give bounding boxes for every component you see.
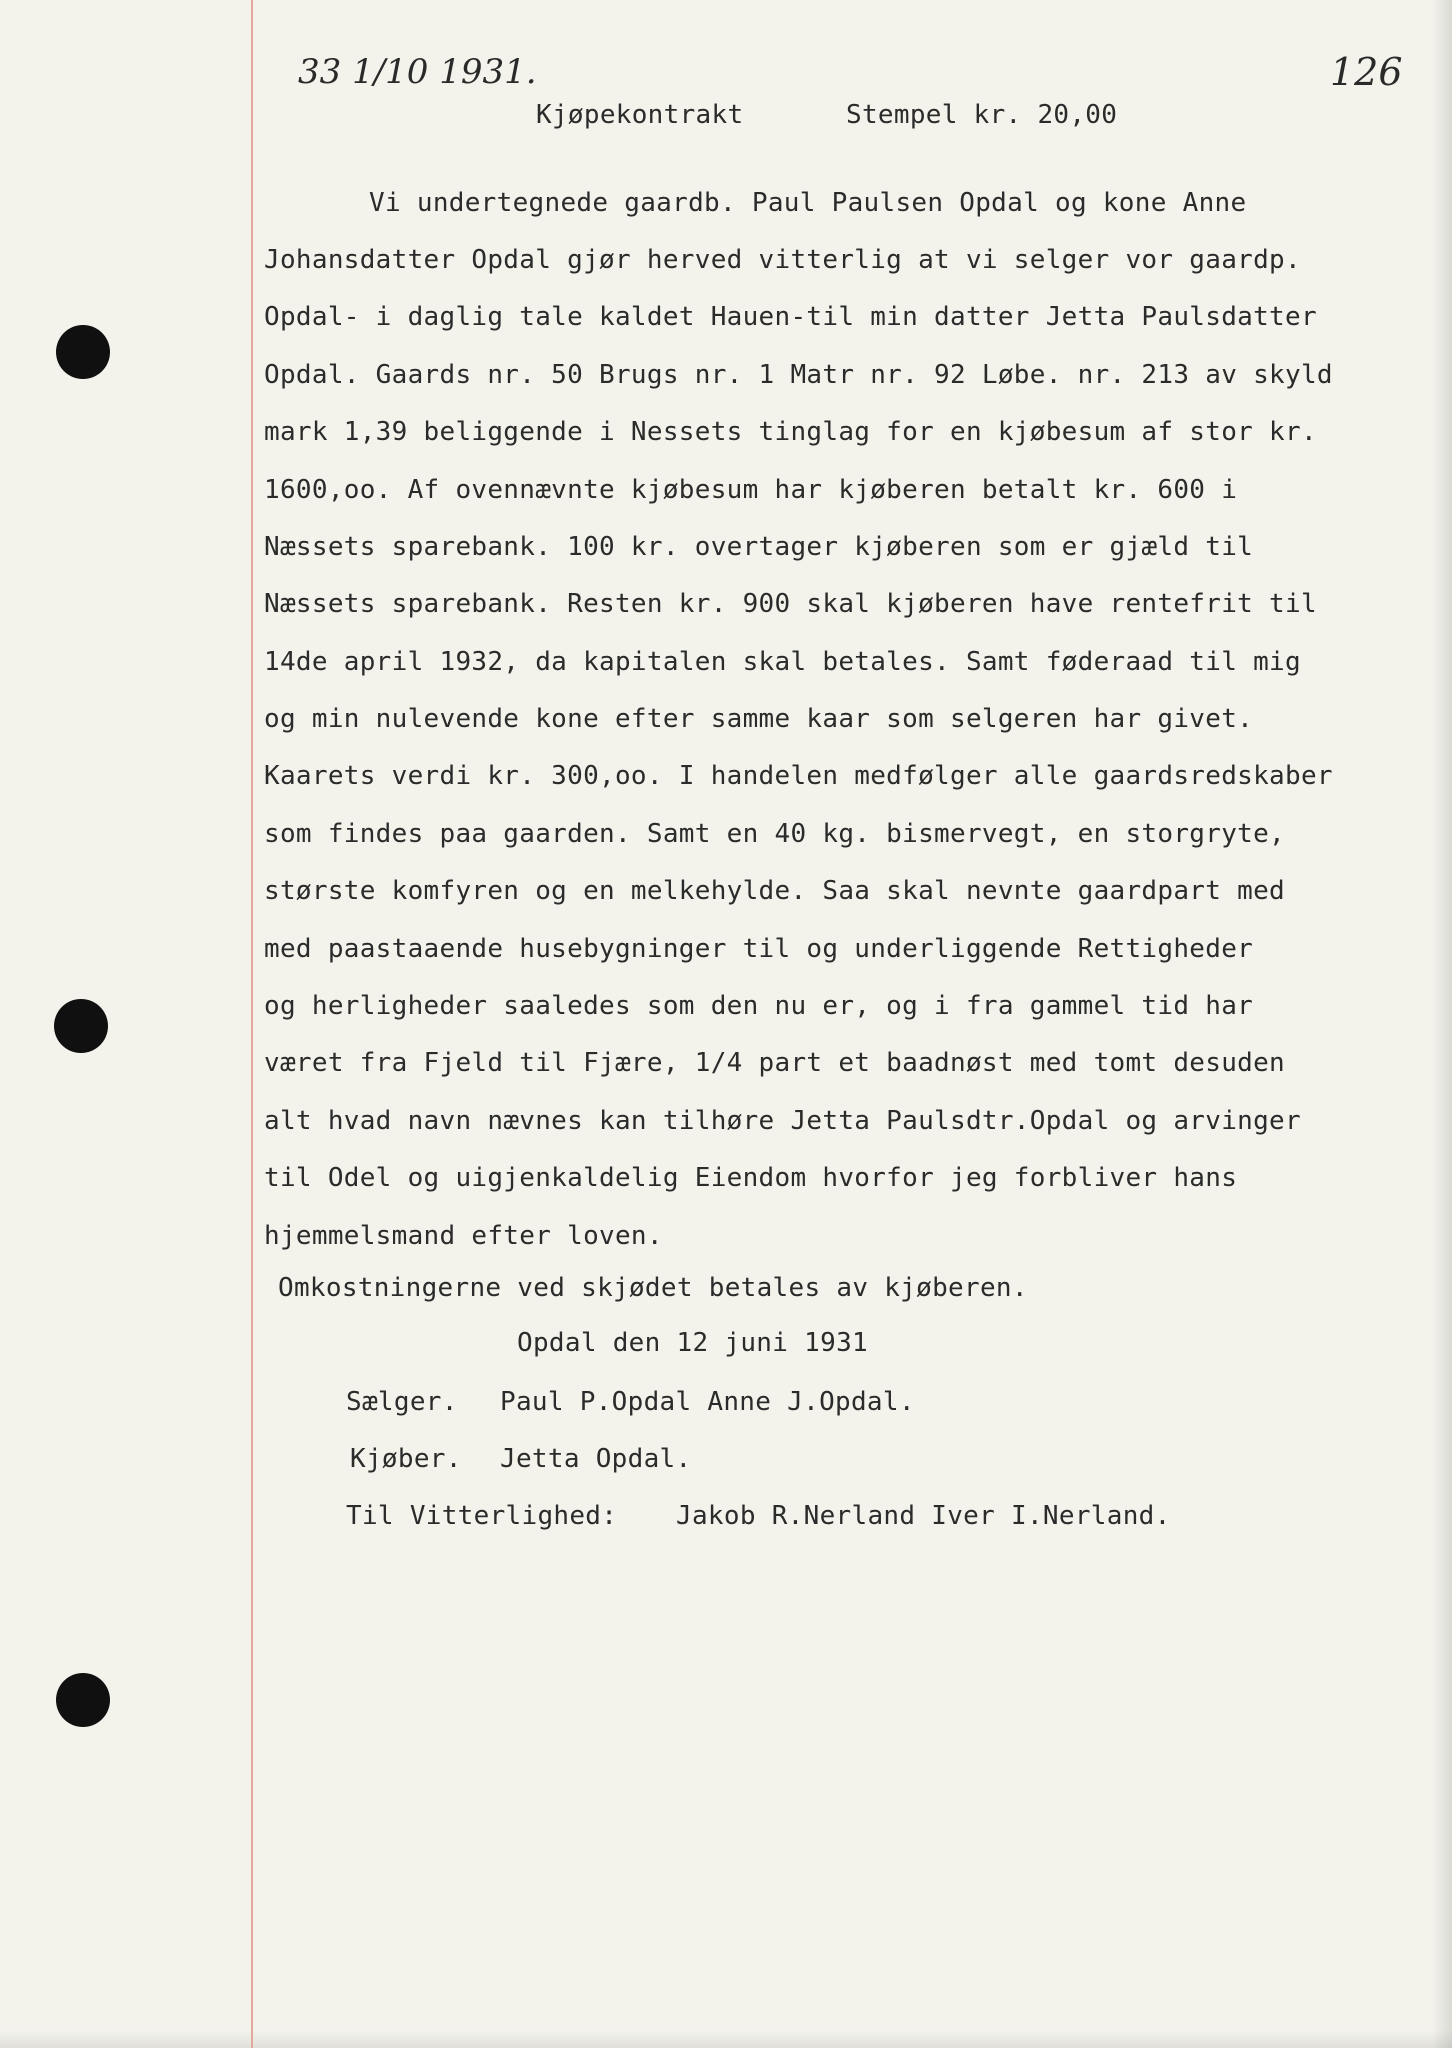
seller-names: Paul P.Opdal Anne J.Opdal.	[500, 1387, 915, 1417]
body-line: Opdal. Gaards nr. 50 Brugs nr. 1 Matr nr. 92 Løbe. nr. 213 av skyld	[264, 360, 1333, 390]
buyer-label: Kjøber.	[350, 1444, 462, 1474]
page-edge-shadow	[1432, 0, 1452, 2048]
body-line: Næssets sparebank. Resten kr. 900 skal kjøberen have rentefrit til	[264, 589, 1317, 619]
body-line: Næssets sparebank. 100 kr. overtager kjøberen som er gjæld til	[264, 532, 1254, 562]
body-line: Kaarets verdi kr. 300,oo. I handelen medfølger alle gaardsredskaber	[264, 761, 1333, 791]
seller-label: Sælger.	[346, 1387, 458, 1417]
body-line: Vi undertegnede gaardb. Paul Paulsen Opdal og kone Anne	[369, 188, 1247, 218]
body-line: 1600,oo. Af ovennævnte kjøbesum har kjøberen betalt kr. 600 i	[264, 475, 1238, 505]
body-line: hjemmelsmand efter loven.	[264, 1221, 663, 1251]
body-line: alt hvad navn nævnes kan tilhøre Jetta Paulsdtr.Opdal og arvinger	[264, 1106, 1301, 1136]
body-line: 14de april 1932, da kapitalen skal betales. Samt føderaad til mig	[264, 647, 1301, 677]
buyer-name: Jetta Opdal.	[500, 1444, 692, 1474]
body-line: og herligheder saaledes som den nu er, og i fra gammel tid har	[264, 991, 1254, 1021]
punch-hole	[56, 325, 110, 379]
body-line: mark 1,39 beliggende i Nessets tinglag for en kjøbesum af stor kr.	[264, 417, 1317, 447]
body-line: Opdal- i daglig tale kaldet Hauen-til min datter Jetta Paulsdatter	[264, 302, 1317, 332]
witness-label: Til Vitterlighed:	[346, 1501, 618, 1531]
place-date: Opdal den 12 juni 1931	[517, 1328, 868, 1358]
witness-names: Jakob R.Nerland Iver I.Nerland.	[676, 1501, 1171, 1531]
punch-hole	[54, 999, 108, 1053]
margin-rule	[251, 0, 253, 2048]
body-line: til Odel og uigjenkaldelig Eiendom hvorfor jeg forbliver hans	[264, 1163, 1238, 1193]
punch-hole	[56, 1673, 110, 1727]
handwritten-date: 33 1/10 1931.	[298, 52, 537, 92]
body-line: med paastaaende husebygninger til og underliggende Rettigheder	[264, 934, 1254, 964]
page-number: 126	[1330, 50, 1403, 94]
page-bottom-shadow	[0, 2030, 1452, 2048]
body-line: Johansdatter Opdal gjør herved vitterlig at vi selger vor gaardp.	[264, 245, 1301, 275]
costs-line: Omkostningerne ved skjødet betales av kjøberen.	[278, 1273, 1028, 1303]
body-line: største komfyren og en melkehylde. Saa skal nevnte gaardpart med	[264, 876, 1286, 906]
body-line: og min nulevende kone efter samme kaar som selgeren har givet.	[264, 704, 1254, 734]
body-line: været fra Fjeld til Fjære, 1/4 part et baadnøst med tomt desuden	[264, 1048, 1286, 1078]
document-title: Kjøpekontrakt	[536, 100, 744, 130]
body-line: som findes paa gaarden. Samt en 40 kg. bismervegt, en storgryte,	[264, 819, 1286, 849]
stamp-duty: Stempel kr. 20,00	[846, 100, 1118, 130]
